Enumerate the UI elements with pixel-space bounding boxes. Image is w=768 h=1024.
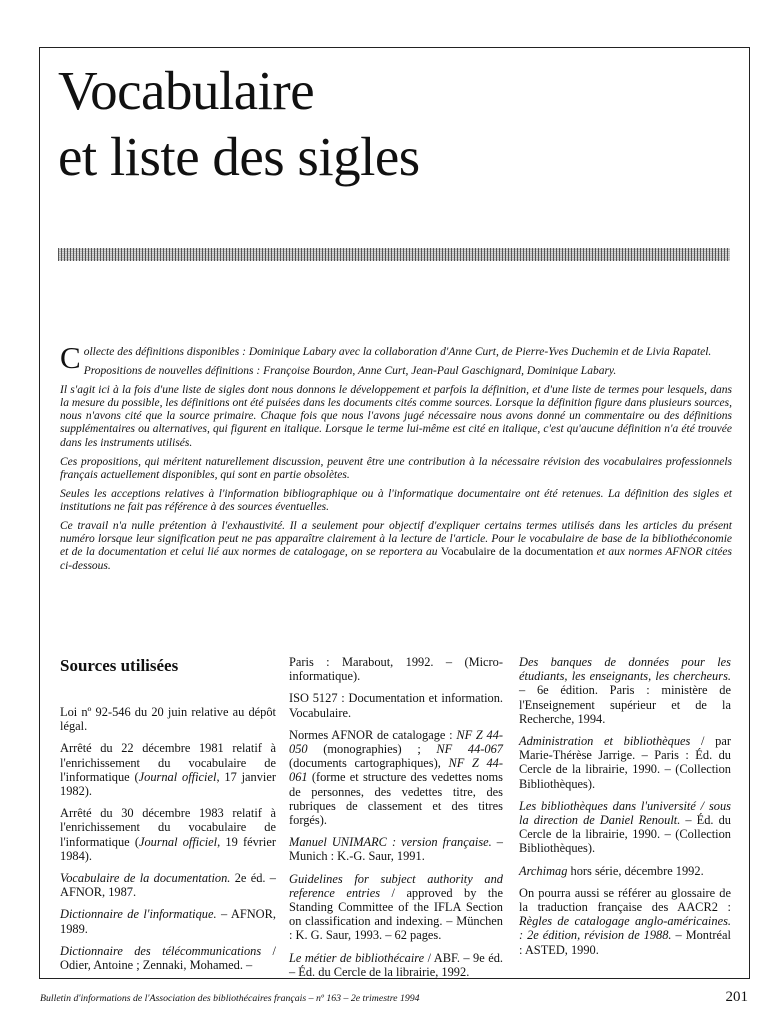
source-entry — [289, 951, 503, 979]
source-text: – Munich : K.-G. Saur, 1991. — [289, 835, 503, 864]
intro-paragraph-purpose — [60, 520, 732, 573]
source-text: Normes AFNOR de catalogage : — [289, 727, 457, 742]
decorative-rule — [58, 248, 730, 261]
source-text: Arrêté du 30 décembre 1983 relatif à l'enrichissement du vocabulaire de l'informatique ( — [60, 806, 276, 849]
source-text: (monographies) ; — [307, 742, 437, 757]
title-line-1: Vocabulaire — [58, 60, 315, 121]
journal-citation: Bulletin d'informations de l'Association des bibliothécaires français – nº 163 – 2e trimestre 1994 — [40, 993, 420, 1004]
purpose-reference: Vocabulaire de la documentation — [440, 546, 594, 559]
source-entry — [519, 864, 731, 878]
source-entry — [60, 944, 276, 972]
intro-paragraph-method: Il s'agit ici à la fois d'une liste de sigles dont nous donnons le développement et parfois la définition, et d'une liste de termes pour lesquels, dans la mesure du possible, les définitions ont été puisées dans les documents cités comme sources. Lorsque la définition figure dans plusieurs sources, nous n'avons cité que la source primaire. Chaque fois que nous l'avons jugé nécessaire nous avons donné un commentaire ou des définitions supplémentaires ou alternatives, qui figurent en italique. Lorsque le terme lui-même est cité en italique, c'est qu'aucune définition n'a été trouvée dans les instruments utilisés. — [60, 383, 732, 449]
sources-heading: Sources utilisées — [60, 656, 179, 675]
intro-text — [60, 340, 732, 578]
source-entry: Paris : Marabout, 1992. – (Micro-informatique). — [289, 655, 503, 684]
source-title: NF Z 44-050 — [289, 727, 504, 757]
source-entry — [60, 741, 276, 798]
source-title: Dictionnaire de l'informatique. — [60, 907, 217, 922]
source-text: , 17 janvier 1982). — [60, 769, 276, 799]
source-title: Règles de catalogage anglo-américaines. : 2e édition, révision de 1988. — [519, 914, 731, 943]
source-title: Administration et bibliothèques — [519, 734, 691, 749]
intro-paragraph-proposals: Propositions de nouvelles définitions : Françoise Bourdon, Anne Curt, Jean-Paul Gaschignard, Dominique Labary. — [83, 364, 617, 377]
source-text: 2e éd. – AFNOR, 1987. — [60, 871, 276, 900]
source-text: – 6e édition. Paris : ministère de l'Enseignement supérieur et de la Recherche, 1994. — [519, 683, 731, 726]
page-footer — [40, 989, 748, 1009]
source-title: Les bibliothèques dans l'université / sous la direction de Daniel Renoult. — [519, 798, 731, 828]
source-text: / par Marie-Thérèse Jarrige. – Paris : Éd. du Cercle de la librairie, 1990. – (Collection Bibliothèques). — [519, 734, 731, 791]
intro-credits-text: ollecte des définitions disponibles : Dominique Labary avec la collaboration d'Anne Curt, de Pierre-Yves Duchemin et de Livia Rapatel. — [83, 346, 712, 358]
source-title: Le métier de bibliothécaire — [289, 950, 425, 965]
source-entry — [289, 728, 503, 827]
source-text: – Éd. du Cercle de la librairie, 1990. – (Collection Bibliothèques). — [519, 813, 731, 856]
source-text: / approved by the Standing Committee of the IFLA Section on classification and indexing. – München : K. G. Saur, 1993. – 62 pages. — [289, 885, 504, 943]
source-title: Dictionnaire des télécommunications — [60, 943, 262, 958]
sources-column-2 — [289, 655, 503, 987]
source-title: Des banques de données pour les étudiants, les enseignants, les chercheurs. — [519, 655, 731, 684]
source-entry — [289, 872, 503, 943]
source-title: NF Z 44-061 — [289, 756, 504, 785]
source-title: Vocabulaire de la documentation. — [60, 871, 231, 886]
source-text: / ABF. – 9e éd. – Éd. du Cercle de la librairie, 1992. — [289, 950, 503, 979]
intro-paragraph-scope: Seules les acceptions relatives à l'information bibliographique ou à l'informatique documentaire ont été retenues. La définition des sigles et institutions ne fait pas référence à des sources éventuelles. — [60, 487, 732, 513]
source-entry — [60, 806, 276, 863]
source-title: Journal officiel — [138, 769, 217, 784]
source-entry — [289, 835, 503, 863]
source-title: Manuel UNIMARC : version française. — [289, 835, 492, 850]
page-number: 201 — [725, 989, 748, 1005]
source-text: – AFNOR, 1989. — [60, 907, 276, 936]
source-text: (documents cartographiques), — [289, 756, 449, 771]
source-entry — [519, 655, 731, 726]
source-text: Arrêté du 22 décembre 1981 relatif à l'enrichissement du vocabulaire de l'informatique ( — [60, 741, 276, 784]
sources-column-1 — [60, 655, 276, 980]
source-entry — [519, 734, 731, 791]
source-text: On pourra aussi se référer au glossaire de la traduction française des AACR2 : — [519, 885, 731, 915]
source-text: – Montréal : ASTED, 1990. — [519, 928, 732, 957]
source-title: NF 44-067 — [436, 742, 503, 757]
source-entry — [519, 799, 731, 856]
source-title: Archimag — [519, 863, 568, 878]
source-text: , 19 février 1984). — [60, 834, 276, 863]
sources-column-3 — [519, 655, 731, 965]
title-line-2: et liste des sigles — [58, 126, 420, 187]
drop-cap: C — [60, 340, 81, 375]
source-text: / Odier, Antoine ; Zennaki, Mohamed. – — [60, 943, 276, 973]
source-entry: Loi nº 92-546 du 20 juin relative au dépôt légal. — [60, 705, 276, 734]
source-title: Guidelines for subject authority and reference entries — [289, 871, 503, 900]
purpose-text: Ce travail n'a nulle prétention à l'exhaustivité. Il a seulement pour objectif d'expliquer certains termes utilisés dans les articles du présent numéro lorsque leur signification peut ne pas apparaître clairement à la lecture de l'article. Pour le vocabulaire de base de la bibliothéconomie et de la documentation et celui lié aux normes de catalogage, on se reportera au — [60, 519, 732, 559]
source-entry — [519, 886, 731, 957]
source-text: (forme et structure des vedettes noms de personnes, des vedettes titre, des rubriques de classement et des titres forgés). — [289, 770, 503, 828]
source-title: Journal officiel — [138, 834, 218, 849]
page-title — [58, 58, 420, 190]
source-text: hors série, décembre 1992. — [567, 863, 704, 878]
source-entry — [60, 907, 276, 935]
source-entry — [60, 871, 276, 899]
source-entry: ISO 5127 : Documentation et information. Vocabulaire. — [289, 691, 503, 720]
intro-paragraph-discussion: Ces propositions, qui méritent naturellement discussion, peuvent être une contribution à la nécessaire révision des vocabulaires professionnels français actuellement disponibles, qui sont en partie obsolètes. — [60, 455, 732, 481]
purpose-text-end: et aux normes AFNOR citées ci-dessous. — [60, 546, 732, 572]
